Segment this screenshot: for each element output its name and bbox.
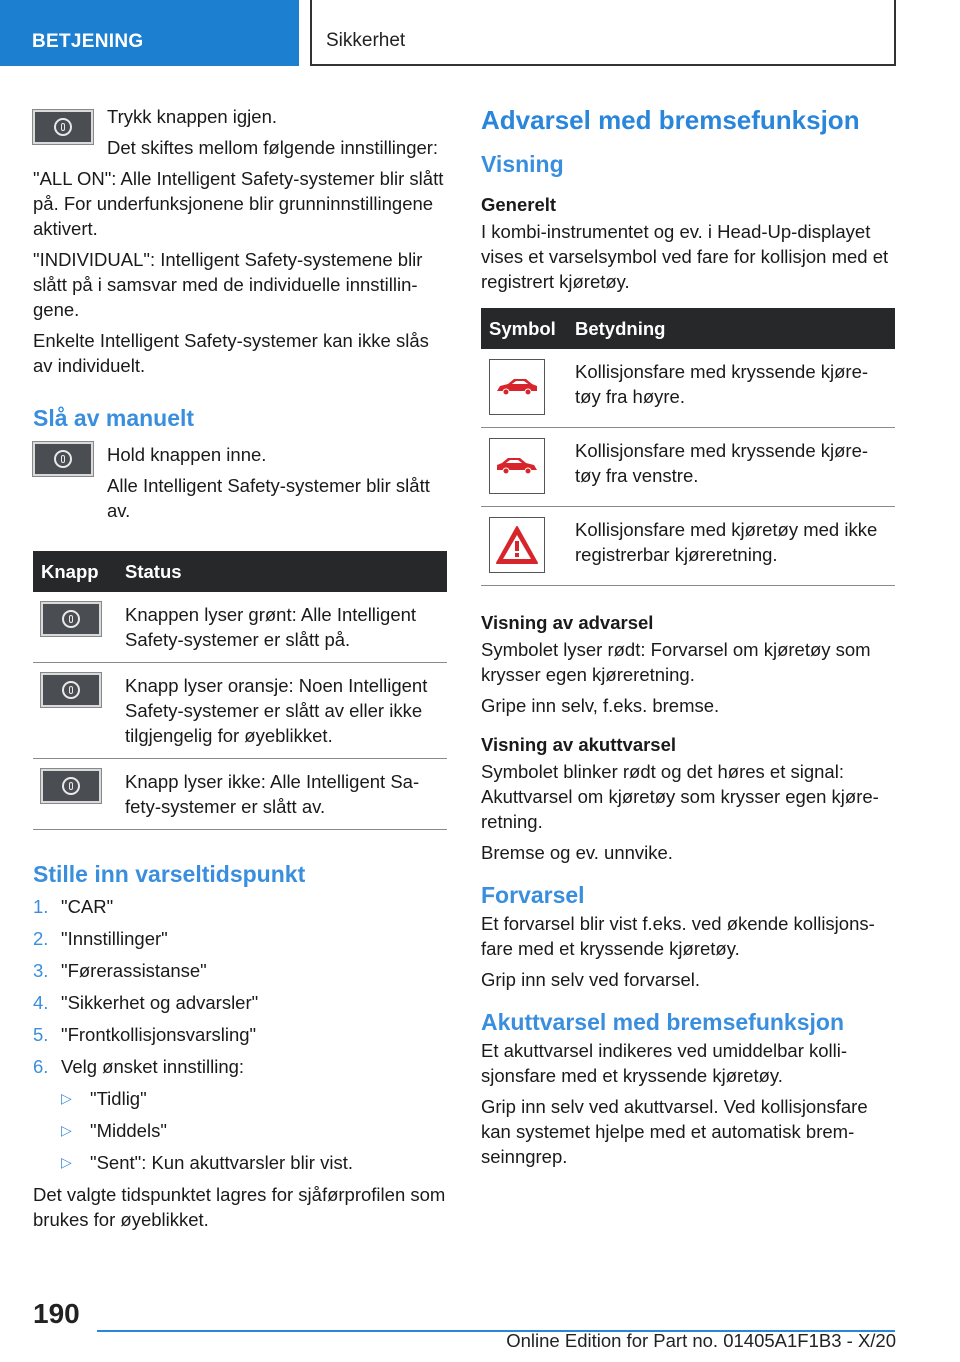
meaning-cell: Kollisjonsfare med kryssende kjøretøy fra venstre. (567, 428, 895, 507)
list-item: 4. "Sikkerhet og advarsler" (33, 992, 259, 1013)
right-column (481, 104, 895, 1175)
car-crossing-left-icon (489, 438, 545, 494)
left-column (33, 104, 447, 1238)
heading-display-warning: Visning av advarsel (481, 612, 654, 633)
instruction-switch: Det skiftes mellom følgende innstillinger: (107, 137, 439, 158)
brake-text: Bremse og ev. unnvike. (481, 842, 673, 863)
acute-action-text: Grip inn selv ved akuttvarsel. Ved kollisjonsfare kan systemet hjelpe med et automatisk bremseinngrep. (481, 1096, 868, 1167)
car-crossing-right-icon (489, 359, 545, 415)
safety-button-icon (33, 442, 93, 476)
list-item: 2. "Innstillinger" (33, 928, 168, 949)
prewarning-text: Et forvarsel blir vist f.eks. ved økende kollisjonsfare med et kryssende kjøretøy. (481, 913, 875, 959)
acute-text: Et akuttvarsel indikeres ved umiddelbar kollisjonsfare med et kryssende kjøretøy. (481, 1040, 848, 1086)
list-item: ▷ "Sent": Kun akuttvarsler blir vist. (61, 1152, 353, 1173)
all-off-text: Alle Intelligent Safety-systemer blir slått av. (107, 475, 430, 521)
steps-list (33, 894, 447, 1079)
safety-button-green-icon (41, 602, 101, 636)
footer-edition: Online Edition for Part no. 01405A1F1B3 - X/20 (506, 1330, 896, 1351)
triangle-bullet-icon: ▷ (61, 1090, 72, 1106)
header-status: Status (117, 551, 447, 592)
button-hold-block (33, 442, 447, 529)
all-on-text: "ALL ON": Alle Intelligent Safety-systemer blir slått på. For underfunksjonene blir grunninnstillingene aktivert. (33, 168, 444, 239)
heading-main: Advarsel med bremsefunksjon (481, 105, 860, 135)
heading-general: Generelt (481, 194, 557, 215)
status-cell: Knapp lyser ikke: Alle Intelligent Safety-systemer er slått av. (117, 759, 447, 830)
table-row (481, 349, 895, 428)
header-button: Knapp (33, 551, 117, 592)
status-cell: Knapp lyser oransje: Noen Intelligent Safety-systemer er slått av eller ikke tilgjengelig for øyeblikket. (117, 663, 447, 759)
table-row (33, 663, 447, 759)
list-item: 5. "Frontkollisjonsvarsling" (33, 1024, 257, 1045)
safety-button-icon (33, 110, 93, 144)
heading-manual-off: Slå av manuelt (33, 405, 195, 431)
section-title: BETJENING (32, 31, 144, 52)
chapter-tab (310, 0, 896, 66)
list-item: ▷ "Middels" (61, 1120, 167, 1141)
list-item: 1. "CAR" (33, 896, 114, 917)
instruction-hold: Hold knappen inne. (107, 444, 267, 465)
symbol-table (481, 308, 895, 586)
triangle-bullet-icon: ▷ (61, 1122, 72, 1138)
list-item: 3. "Førerassistanse" (33, 960, 207, 981)
individual-text: "INDIVIDUAL": Intelligent Safety-systemene blir slått på i samsvar med de individuelle innstillingene. (33, 249, 423, 320)
meaning-cell: Kollisjonsfare med kryssende kjøretøy fra høyre. (567, 349, 895, 428)
warning-triangle-icon (489, 517, 545, 573)
list-item: 6. Velg ønsket innstilling: (33, 1056, 245, 1077)
safety-button-orange-icon (41, 673, 101, 707)
instruction-press: Trykk knappen igjen. (107, 106, 278, 127)
prewarning-action-text: Grip inn selv ved forvarsel. (481, 969, 701, 990)
meaning-cell: Kollisjonsfare med kjøretøy med ikke registrerbar kjøreretning. (567, 507, 895, 586)
button-press-block (33, 104, 447, 166)
triangle-bullet-icon: ▷ (61, 1154, 72, 1170)
options-list (33, 1086, 447, 1175)
saved-text: Det valgte tidspunktet lagres for sjåførprofilen som brukes for øyeblikket. (33, 1184, 446, 1230)
general-text: I kombi-instrumentet og ev. i Head-Up-displayet vises et varselsymbol ved fare for kollisjon med et registrert kjøretøy. (481, 221, 889, 292)
table-row (33, 592, 447, 663)
some-systems-text: Enkelte Intelligent Safety-systemer kan ikke slås av individuelt. (33, 330, 429, 376)
intervene-text: Gripe inn selv, f.eks. bremse. (481, 695, 720, 716)
button-status-table (33, 551, 447, 830)
heading-acute-warning: Akuttvarsel med bremsefunksjon (481, 1009, 845, 1035)
page-number: 190 (33, 1298, 80, 1329)
red-symbol-text: Symbolet lyser rødt: Forvarsel om kjøretøy som krysser egen kjøreretning. (481, 639, 871, 685)
heading-display-acute: Visning av akuttvarsel (481, 734, 677, 755)
chapter-title: Sikkerhet (326, 30, 406, 51)
status-cell: Knappen lyser grønt: Alle Intelligent Safety-systemer er slått på. (117, 592, 447, 663)
blink-text: Symbolet blinker rødt og det høres et signal: Akuttvarsel om kjøretøy som krysser egen kjøreretning. (481, 761, 879, 832)
safety-button-off-icon (41, 769, 101, 803)
list-item: ▷ "Tidlig" (61, 1088, 147, 1109)
header-symbol: Symbol (481, 308, 567, 349)
table-row (481, 428, 895, 507)
heading-warning-time: Stille inn varseltidspunkt (33, 861, 306, 887)
table-row (33, 759, 447, 830)
heading-display: Visning (481, 151, 564, 177)
section-tab (0, 0, 299, 66)
table-row (481, 507, 895, 586)
header-meaning: Betydning (567, 308, 895, 349)
heading-prewarning: Forvarsel (481, 882, 585, 908)
